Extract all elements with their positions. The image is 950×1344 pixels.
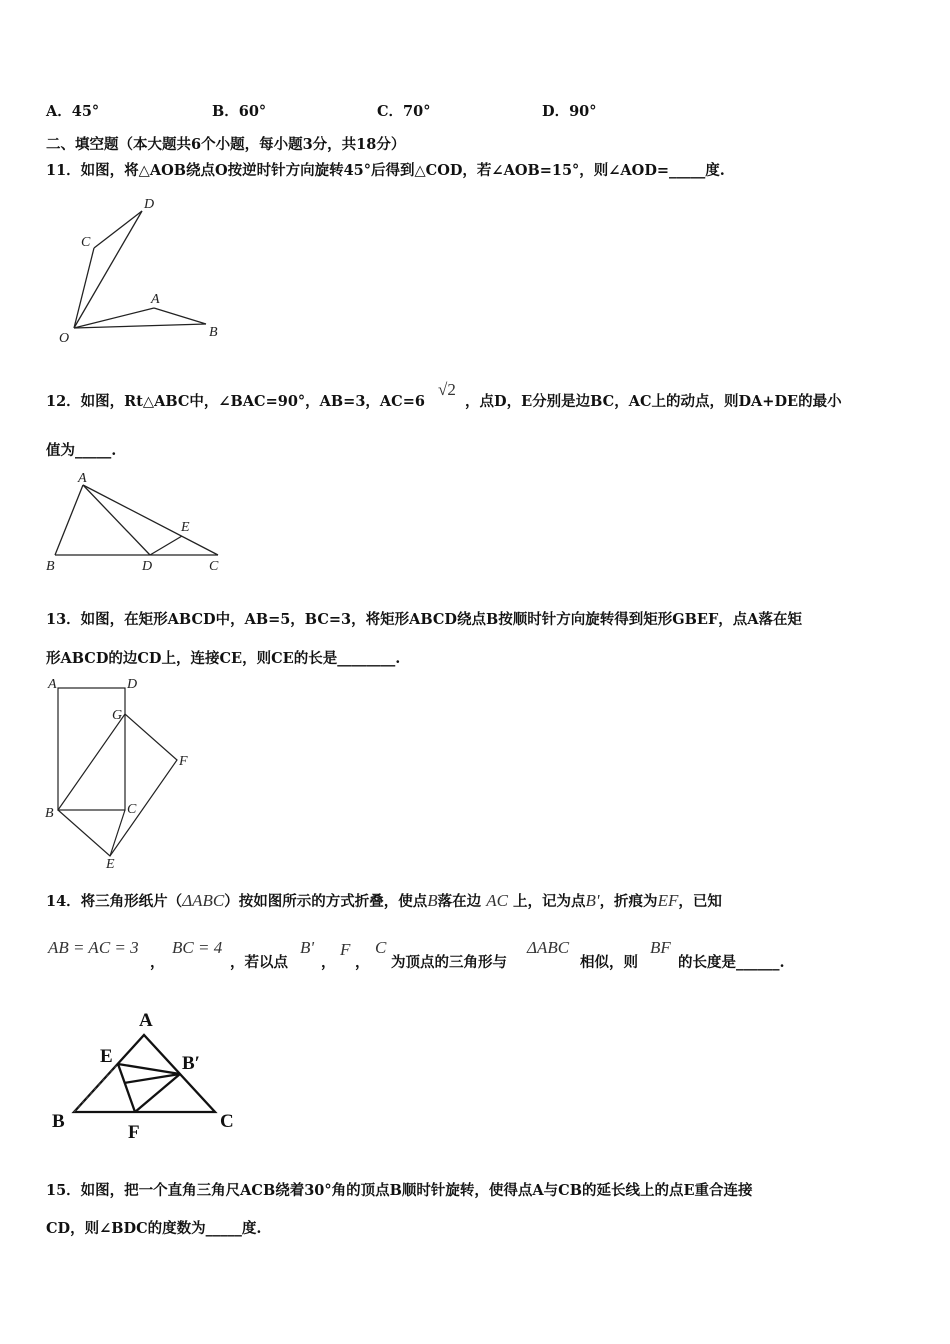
label-g: G bbox=[112, 708, 123, 723]
label-e: E bbox=[100, 1046, 113, 1067]
q14-text-2a: ，若以点 bbox=[230, 954, 288, 971]
q14-comma: ， bbox=[150, 954, 165, 971]
figure-q14 bbox=[40, 1005, 250, 1145]
figure-q13 bbox=[40, 674, 210, 874]
question-12-text-a: 12．如图，Rt△ABC中，∠BAC=90°，AB=3，AC=6 bbox=[46, 393, 425, 410]
option-c: C．70° bbox=[377, 103, 431, 120]
question-14-line1 bbox=[46, 891, 722, 911]
q14-equation-bc: BC = 4 bbox=[172, 938, 223, 957]
question-12-text-c: 值为_____. bbox=[46, 442, 117, 459]
q14-point-c: C bbox=[375, 938, 387, 957]
q14-text-1d: 上，记为点 bbox=[513, 893, 586, 910]
label-a: A bbox=[48, 677, 57, 692]
label-f: F bbox=[128, 1122, 140, 1143]
q14-segment-bf: BF bbox=[650, 938, 671, 957]
label-c: C bbox=[209, 559, 219, 574]
q14-text-1c: 落在边 bbox=[437, 893, 482, 910]
label-e: E bbox=[181, 520, 190, 535]
q14-point-bprime-2: B' bbox=[300, 938, 315, 957]
q14-point-bprime: B' bbox=[585, 891, 600, 910]
segment-ab bbox=[55, 485, 83, 555]
label-c: C bbox=[81, 235, 91, 250]
q14-text-1a: 14．将三角形纸片（ bbox=[46, 893, 183, 910]
label-d: D bbox=[144, 197, 155, 212]
label-a: A bbox=[139, 1010, 153, 1031]
segment-ef-fold bbox=[118, 1064, 135, 1112]
label-a: A bbox=[151, 292, 160, 307]
sqrt-two: √2 bbox=[438, 380, 456, 399]
q14-triangle-abc-2: ΔABC bbox=[527, 938, 570, 957]
q14-text-1b: ）按如图所示的方式折叠，使点 bbox=[224, 893, 428, 910]
figure-q11 bbox=[46, 192, 236, 352]
option-d: D．90° bbox=[542, 103, 597, 120]
label-b: B bbox=[45, 806, 54, 821]
label-f: F bbox=[179, 754, 188, 769]
rectangle-abcd bbox=[58, 688, 125, 810]
segment-ab bbox=[154, 308, 206, 324]
label-e: E bbox=[106, 857, 115, 872]
segment-ob bbox=[74, 324, 206, 328]
question-15-text-b: CD，则∠BDC的度数为_____度. bbox=[46, 1220, 262, 1237]
question-11-text: 11．如图，将△AOB绕点O按逆时针方向旋转45°后得到△COD，若∠AOB=15°，则∠AOD=_____度. bbox=[46, 162, 725, 179]
label-o: O bbox=[59, 331, 70, 346]
option-a: A．45° bbox=[46, 103, 100, 120]
q14-segment-ef: EF bbox=[657, 891, 679, 910]
segment-oa bbox=[74, 308, 154, 328]
question-15-text-a: 15．如图，把一个直角三角尺ACB绕着30°角的顶点B顺时针旋转，使得点A与CB的延长线上的点E重合连接 bbox=[46, 1182, 753, 1199]
segment-cd bbox=[94, 211, 142, 248]
label-b: B bbox=[209, 325, 218, 340]
section-title: 二、填空题（本大题共6个小题，每小题3分，共18分） bbox=[46, 136, 406, 153]
segment-od bbox=[74, 211, 142, 328]
q14-equation-ab-ac: AB = AC = 3 bbox=[48, 938, 139, 957]
label-b: B bbox=[46, 559, 55, 574]
question-13-text-b: 形ABCD的边CD上，连接CE，则CE的长是________. bbox=[46, 650, 401, 667]
label-a: A bbox=[78, 471, 87, 486]
label-b-prime: B′ bbox=[182, 1053, 201, 1074]
label-c: C bbox=[220, 1111, 234, 1132]
segment-ac bbox=[83, 485, 218, 555]
q14-text-2b: 为顶点的三角形与 bbox=[391, 954, 507, 971]
segment-ce bbox=[110, 810, 125, 856]
q14-segment-ac: AC bbox=[486, 891, 508, 910]
q14-triangle-abc: ΔABC bbox=[182, 891, 225, 910]
label-b: B bbox=[52, 1111, 65, 1132]
question-13-text-a: 13．如图，在矩形ABCD中，AB=5，BC=3，将矩形ABCD绕点B按顺时针方向旋转得到矩形GBEF，点A落在矩 bbox=[46, 611, 802, 628]
segment-de bbox=[150, 536, 182, 555]
q14-point-b: B bbox=[427, 891, 438, 910]
label-d: D bbox=[127, 677, 138, 692]
question-12-text-b: ，点D，E分别是边BC，AC上的动点，则DA+DE的最小 bbox=[465, 393, 842, 410]
label-c: C bbox=[127, 802, 137, 817]
segment-ad bbox=[83, 485, 150, 555]
q14-text-2c: 相似，则 bbox=[580, 954, 638, 971]
q14-point-f: F bbox=[340, 940, 351, 959]
q14-text-2d: 的长度是______. bbox=[678, 954, 785, 971]
segment-oc bbox=[74, 248, 94, 328]
label-d: D bbox=[142, 559, 153, 574]
option-b: B．60° bbox=[212, 103, 267, 120]
q14-text-1f: ，已知 bbox=[678, 893, 722, 910]
figure-q12 bbox=[40, 468, 230, 578]
q14-text-1e: ，折痕为 bbox=[599, 893, 658, 910]
